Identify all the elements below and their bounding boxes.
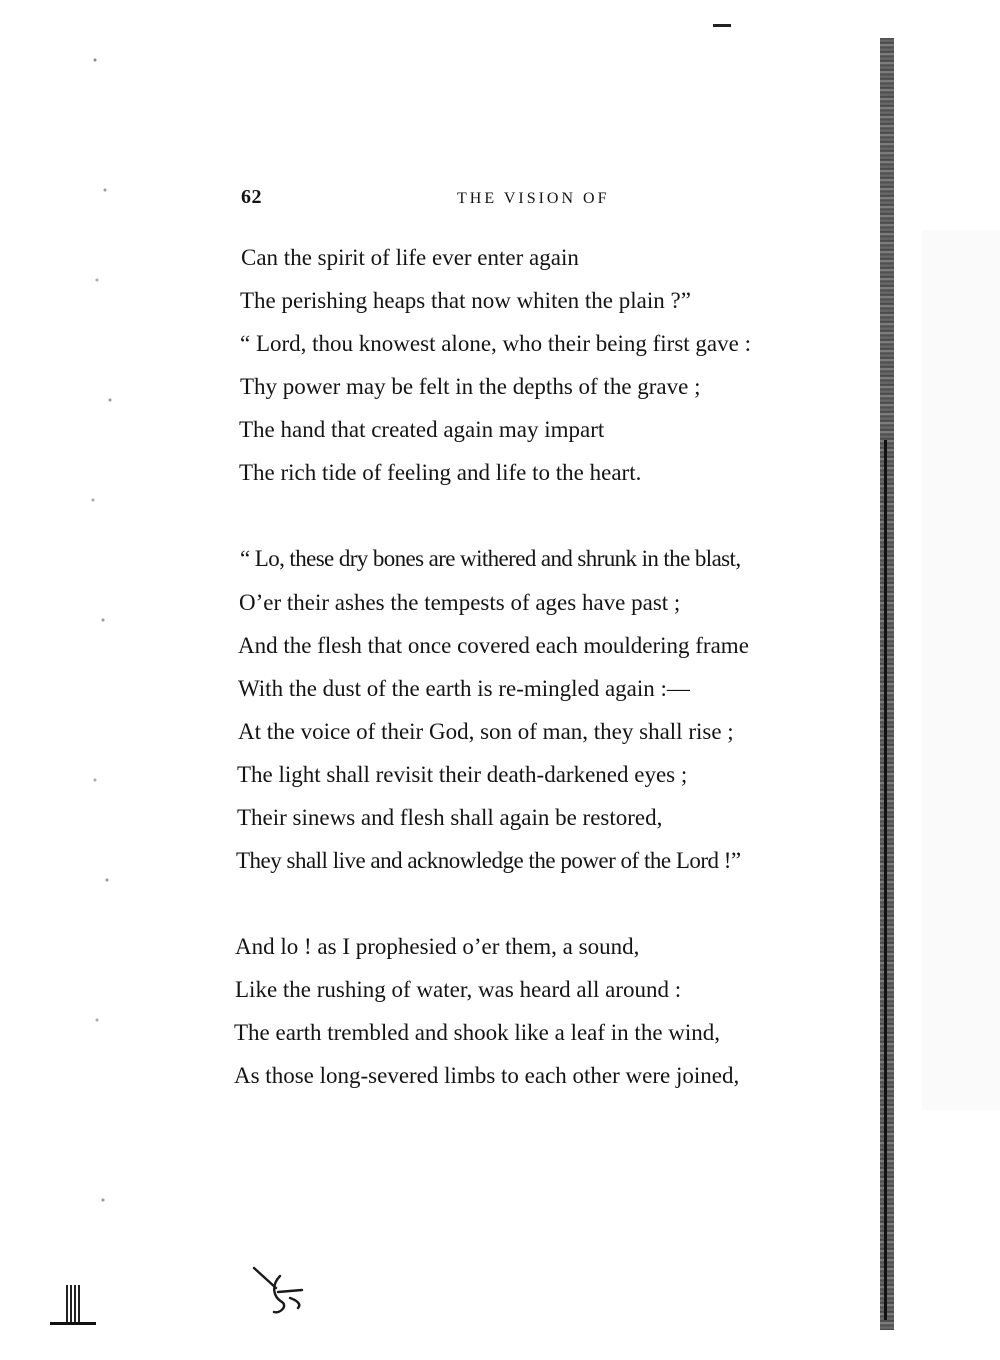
- page-binding-line: [884, 440, 887, 1320]
- verse-line: O’er their ashes the tempests of ages have past ;: [239, 590, 681, 615]
- verse-line: At the voice of their God, son of man, they shall rise ;: [238, 719, 734, 744]
- verse-line: And lo ! as I prophesied o’er them, a sound,: [235, 934, 640, 959]
- scan-artifact-dash: [713, 24, 731, 27]
- page-binding-edge: [880, 38, 894, 1330]
- verse-line: And the flesh that once covered each mouldering frame: [238, 633, 749, 658]
- verse-line: The earth trembled and shook like a leaf in the wind,: [234, 1020, 721, 1045]
- running-head: THE VISION OF: [457, 190, 610, 207]
- verse-line: Like the rushing of water, was heard all around :: [235, 977, 682, 1002]
- verse-line: Can the spirit of life ever enter again: [241, 245, 579, 270]
- verse-line: The hand that created again may impart: [239, 417, 605, 442]
- page-number: 62: [241, 186, 262, 208]
- pen-mark-icon: [250, 1262, 312, 1320]
- verse-line: The perishing heaps that now whiten the plain ?”: [240, 288, 691, 313]
- scan-shadow: [922, 230, 1000, 1110]
- verse-line: The light shall revisit their death-darkened eyes ;: [237, 762, 688, 787]
- scan-artifact-line: [50, 1322, 96, 1325]
- verse-line: “ Lord, thou knowest alone, who their being first gave :: [240, 331, 751, 356]
- verse-line: Thy power may be felt in the depths of the grave ;: [240, 374, 701, 399]
- verse-line: Their sinews and flesh shall again be restored,: [237, 805, 663, 830]
- verse-line: The rich tide of feeling and life to the heart.: [239, 460, 642, 485]
- verse-line: As those long-severed limbs to each other were joined,: [234, 1063, 740, 1088]
- verse-line: “ Lo, these dry bones are withered and shrunk in the blast,: [240, 546, 741, 571]
- scan-artifact-bars: [66, 1285, 80, 1323]
- verse-line: With the dust of the earth is re-mingled again :—: [238, 676, 690, 701]
- verse-line: They shall live and acknowledge the power of the Lord !”: [236, 848, 741, 873]
- page-header: [241, 186, 841, 214]
- scan-specks: [85, 20, 125, 1340]
